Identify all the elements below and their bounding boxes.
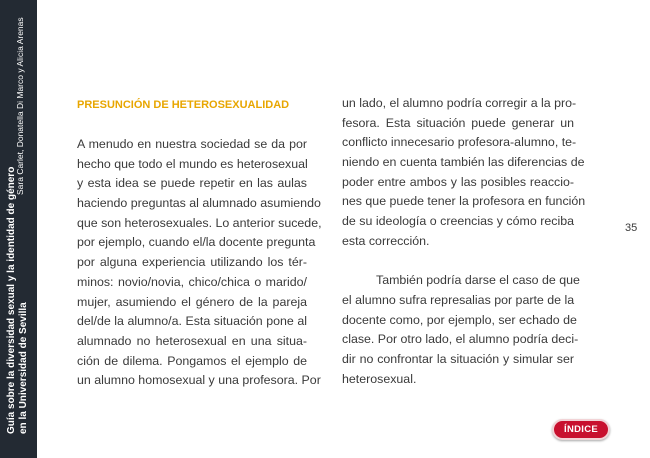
text-line: por ejemplo, cuando el/la docente pregunta [77,235,316,250]
section-heading: PRESUNCIÓN DE HETEROSEXUALIDAD [77,99,290,111]
text-line: el alumno sufra represalias por parte de la [342,292,575,307]
text-line: poder entre ambos y las posibles reaccio- [342,174,574,189]
text-line: y esta idea se puede repetir en las aulas [77,176,307,191]
text-line: esta corrección. [342,233,430,248]
text-line: nes que puede tener la profesora en función [342,194,586,209]
text-line: un alumno homosexual y una profesora. Por [77,373,321,388]
text-line: por alguna experiencia utilizando los tér- [77,255,307,270]
text-line: de su ideología o creencias y cómo reciba [342,214,574,229]
authors-text: Sara Carlet, Donatella Di Marco y Alicia Arenas [15,17,25,195]
text-line: minos: novio/novia, chico/chica o marido/ [77,274,307,289]
guide-title-line-1: Guía sobre la diversidad sexual y la identidad de género [6,166,17,434]
paragraph-gap [342,252,574,272]
text-line: dir no confrontar la situación y simular ser [342,351,574,366]
text-line: mujer, asumiendo el género de la pareja [77,294,307,309]
text-line: ción de dilema. Pongamos el ejemplo de [77,353,307,368]
text-line: alumnado no heterosexual en una situa- [77,333,307,348]
index-button[interactable]: ÍNDICE [552,419,610,440]
left-column [77,96,322,391]
page-number: 35 [625,222,638,234]
text-line: que son heterosexuales. Lo anterior sucede, [77,215,322,230]
text-line: También podría darse el caso de que [376,273,580,288]
text-line: clase. Por otro lado, el alumno podría deci- [342,332,579,347]
text-line: del/de la alumno/a. Esta situación pone al [77,314,307,329]
sidebar [0,0,37,458]
text-line: haciendo preguntas al alumnado asumiendo [77,196,321,211]
guide-title-line-2: en la Universidad de Sevilla [18,302,29,434]
text-line: conflicto innecesario profesora-alumno, te- [342,135,577,150]
text-line: heterosexual. [342,371,417,386]
text-line: docente como, por ejemplo, ser echado de [342,312,577,327]
text-line: niendo en cuenta también las diferencias de [342,155,585,170]
right-column [342,94,586,389]
text-line: hecho que todo el mundo es heterosexual [77,156,308,171]
text-line: A menudo en nuestra sociedad se da por [77,137,307,151]
text-line: un lado, el alumno podría corregir a la pro- [342,96,577,110]
text-line: fesora. Esta situación puede generar un [342,115,574,130]
